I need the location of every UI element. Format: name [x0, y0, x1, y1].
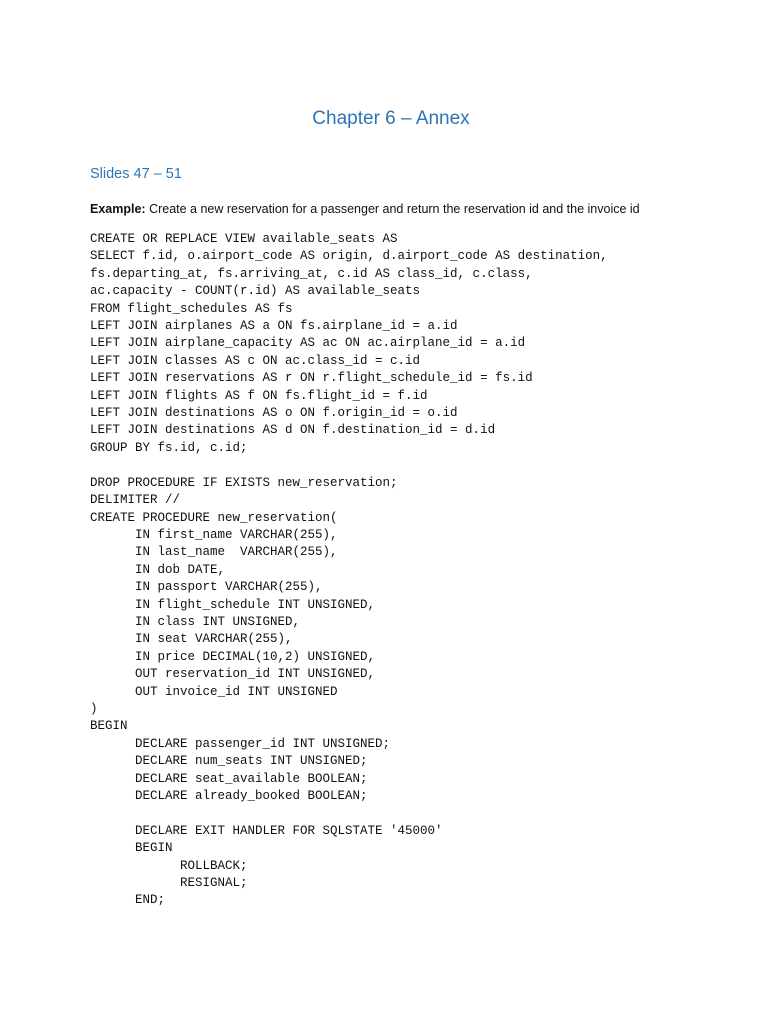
example-text: Create a new reservation for a passenger and return the reservation id and the invoice id: [145, 202, 640, 216]
sql-code-block: CREATE OR REPLACE VIEW available_seats AS SELECT f.id, o.airport_code AS origin, d.airport_code AS destination, fs.departing_at, fs.arriving_at, c.id AS class_id, c.class, ac.capacity - COUNT(r.id) AS available_seats FROM flight_schedules AS fs LEFT JOIN airplanes AS a ON fs.airplane_id = a.id LEFT JOIN airplane_capacity AS ac ON ac.airplane_id = a.id LEFT JOIN classes AS c ON ac.class_id = c.id LEFT JOIN reservations AS r ON r.flight_schedule_id = fs.id LEFT JOIN flights AS f ON fs.flight_id = f.id LEFT JOIN destinations AS o ON f.origin_id = o.id LEFT JOIN destinations AS d ON f.destination_id = d.id GROUP BY fs.id, c.id; DROP PROCEDURE IF EXISTS new_reservation; DELIMITER // CREATE PROCEDURE new_reservation( IN first_name VARCHAR(255), IN last_name VARCHAR(255), IN dob DATE, IN passport VARCHAR(255), IN flight_schedule INT UNSIGNED, IN class INT UNSIGNED, IN seat VARCHAR(255), IN price DECIMAL(10,2) UNSIGNED, OUT reservation_id INT UNSIGNED, OUT invoice_id INT UNSIGNED ) BEGIN DECLARE passenger_id INT UNSIGNED; DECLARE num_seats INT UNSIGNED; DECLARE seat_available BOOLEAN; DECLARE already_booked BOOLEAN; DECLARE EXIT HANDLER FOR SQLSTATE '45000' BEGIN ROLLBACK; RESIGNAL; END;: [90, 232, 608, 908]
slides-heading: Slides 47 – 51: [90, 166, 182, 182]
example-description: [90, 202, 640, 216]
chapter-title: Chapter 6 – Annex: [312, 108, 470, 129]
example-label: Example:: [90, 202, 146, 216]
